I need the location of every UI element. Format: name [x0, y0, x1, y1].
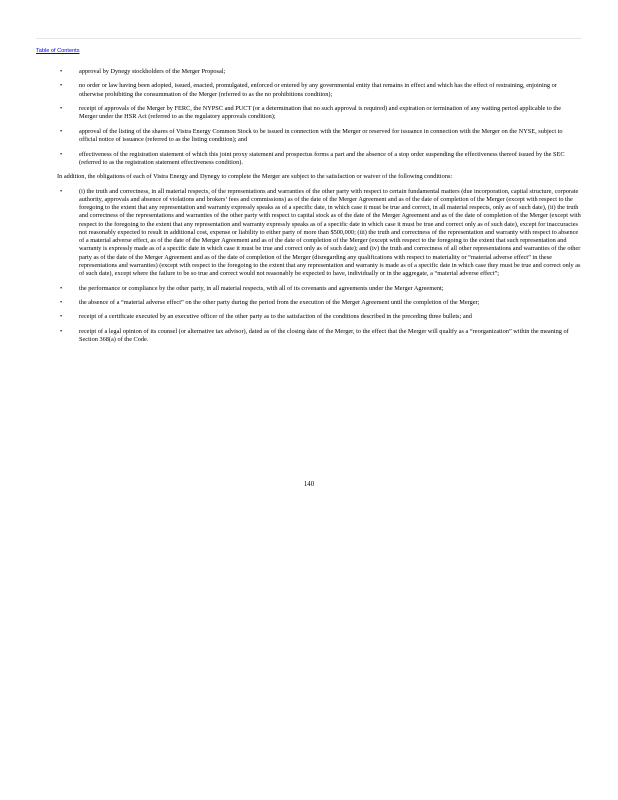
list-item	[36, 128, 581, 145]
list-item	[36, 188, 581, 279]
list-item-text: receipt of a legal opinion of its counsel (or alternative tax advisor), dated as of the closing date of the Merger, to the effect that the Merger will qualify as a “reorganization” within the meaning of Section 368(a) of the Code.	[79, 327, 569, 344]
bullet-icon: •	[60, 82, 63, 90]
list-item-text: approval of the listing of the shares of Vistra Energy Common Stock to be issued in connection with the Merger or reserved for issuance in connection with the Merger on the NYSE, subject to official notice of issuance (referred to as the listing condition); and	[79, 127, 563, 144]
list-item	[36, 105, 581, 122]
bullet-icon: •	[60, 68, 63, 75]
bullet-icon: •	[60, 127, 63, 135]
bullet-icon: •	[60, 284, 63, 292]
header-divider	[36, 38, 582, 39]
page-body	[36, 68, 581, 351]
list-item	[36, 313, 581, 321]
conditions-list-2	[36, 188, 581, 345]
table-of-contents-link[interactable]: Table of Contents	[36, 48, 80, 54]
bullet-icon: •	[60, 299, 63, 306]
list-item	[36, 82, 581, 99]
list-item-text: no order or law having been adopted, issued, enacted, promulgated, enforced or entered by any governmental entity that remains in effect and which has the effect of restraining, enjoining or otherwise prohibiting the consummation of the Merger (referred to as the no prohibitions condition);	[79, 82, 557, 98]
list-item-text: (i) the truth and correctness, in all material respects, of the representations and warranties of the other party with respect to certain fundamental matters (due incorporation, capital structure, corporate authority, approvals and absence of violations and brokers’ fees and commissions) as of the date of the Merger Agreement and as of the date of completion of the Merger (except with respect to the foregoing to the extent that any representation and warranty expressly speaks as of a specific date, in which case it must be true and correct, in all material respects, only as of such date), (ii) the truth and correctness of the representations and warranties of the other party with respect to capital stock as of the date of the Merger Agreement and as of the date of completion of the Merger (except with respect to the foregoing to the extent that any representation and warranty expressly speaks as of a specific date in which case it must be true and correct only as of such date), except for inaccuracies not reasonably expected to result in additional cost, expense or liability to either party of more than $500,000; (iii) the truth and correctness of the representation and warranty with respect to absence of a material adverse effect, as of the date of the Merger Agreement and as of the date of completion of the Merger (except with respect to the foregoing to the extent that such representation and warranty is expressly made as of a specific date in which case it must be true and correct only as of such date); and (iv) the truth and correctness of all other representations and warranties of the other party as of the date of the Merger Agreement and as of the date of completion of the Merger (disregarding any qualifications with respect to materiality or “material adverse effect” in these representations and warranties) (except with respect to the foregoing to the extent that any representation and warranty is made as of a specific date in which case they must be true and correct only as of such date), except where the failure to be so true and correct would not reasonably be expected to have, individually or in the aggregate, a “material adverse effect”;	[79, 187, 581, 278]
list-item-text: the performance or compliance by the other party, in all material respects, with all of its covenants and agreements under the Merger Agreement;	[79, 284, 444, 292]
list-item-text: approval by Dynegy stockholders of the Merger Proposal;	[79, 68, 226, 75]
list-item-text: the absence of a “material adverse effect” on the other party during the period from the execution of the Merger Agreement until the completion of the Merger;	[79, 299, 480, 306]
body-paragraph: In addition, the obligations of each of Vistra Energy and Dynegy to complete the Merger are subject to the satisfaction or waiver of the following conditions:	[57, 173, 453, 181]
bullet-icon: •	[60, 187, 63, 195]
list-item	[36, 328, 581, 345]
list-item	[36, 151, 581, 168]
list-item	[36, 285, 581, 293]
bullet-icon: •	[60, 150, 63, 158]
bullet-icon: •	[60, 313, 63, 321]
bullet-icon: •	[60, 105, 63, 113]
list-item-text: receipt of approvals of the Merger by FERC, the NYPSC and PUCT (or a determination that no such approval is required) and expiration or termination of any waiting period applicable to the Merger under the HSR Act (referred to as the regulatory approvals condition);	[79, 105, 562, 121]
list-item-text: receipt of a certificate executed by an executive officer of the other party as to the satisfaction of the conditions described in the preceding three bullets; and	[79, 313, 472, 321]
page-number: 140	[303, 481, 315, 488]
list-item-text: effectiveness of the registration statement of which this joint proxy statement and prospectus forms a part and the absence of a stop order suspending the effectiveness thereof issued by the SEC (referred to as the registration statement effectiveness condition).	[79, 150, 565, 166]
list-item	[36, 299, 581, 307]
list-item	[36, 68, 581, 76]
bullet-icon: •	[60, 327, 63, 335]
conditions-list-1	[36, 68, 581, 167]
